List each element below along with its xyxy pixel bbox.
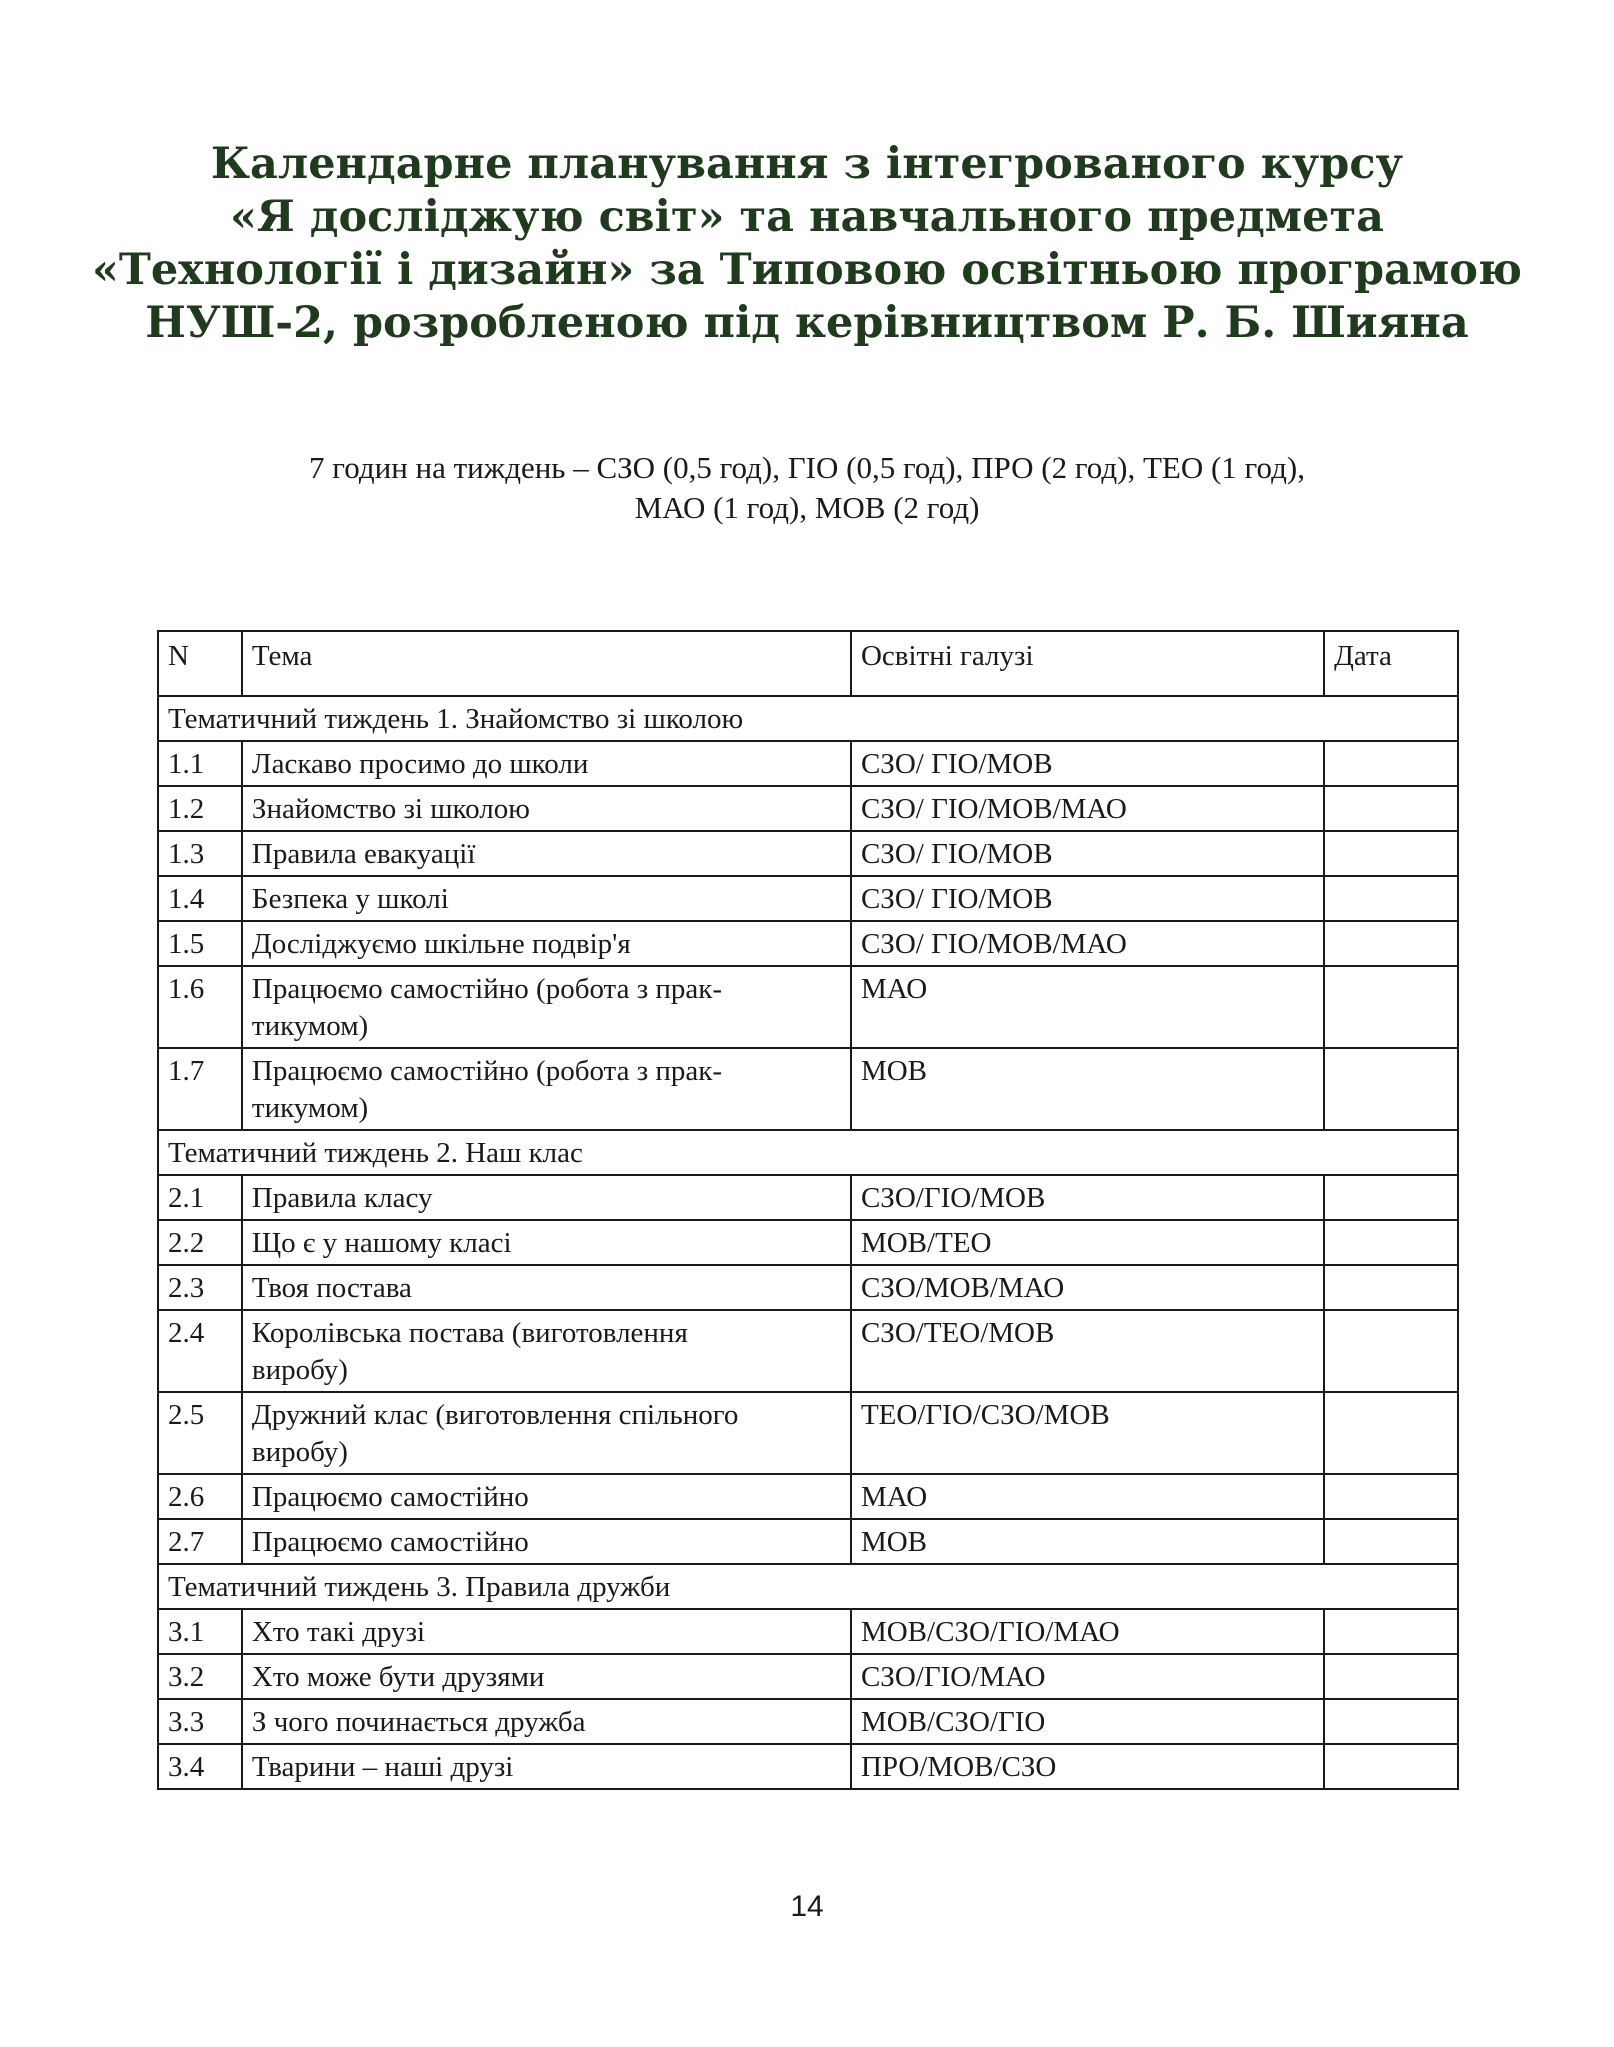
lesson-date[interactable] [1324,876,1458,921]
educational-areas: МОВ/СЗО/ГІО [851,1699,1324,1744]
lesson-date[interactable] [1324,966,1458,1048]
lesson-topic: Що є у нашому класі [242,1220,851,1265]
title-line-3: «Технології і дизайн» за Типовою освітньою програмою [91,245,1523,295]
lesson-number: 2.2 [158,1220,242,1265]
lesson-topic: Працюємо самостійно [242,1519,851,1564]
lesson-date[interactable] [1324,741,1458,786]
lesson-date[interactable] [1324,1048,1458,1130]
table-row [158,1609,1458,1654]
title-line-2: «Я досліджую світ» та навчального предмета [230,192,1384,242]
lesson-date[interactable] [1324,786,1458,831]
table-row [158,966,1458,1048]
week-header-row [158,696,1458,741]
lesson-topic: Ласкаво просимо до школи [242,741,851,786]
lesson-date[interactable] [1324,1699,1458,1744]
lesson-date[interactable] [1324,1265,1458,1310]
educational-areas: СЗО/МОВ/МАО [851,1265,1324,1310]
calendar-plan-table [157,630,1459,1790]
lesson-topic-line: Дружний клас (виготовлення спільного [251,1399,739,1431]
lesson-topic-line: тикумом) [251,1092,369,1124]
lesson-number: 3.2 [158,1654,242,1699]
lesson-topic: Хто може бути друзями [242,1654,851,1699]
page-title [0,138,1614,350]
lesson-date[interactable] [1324,921,1458,966]
educational-areas: СЗО/ТЕО/МОВ [851,1310,1324,1392]
lesson-number: 1.2 [158,786,242,831]
educational-areas: ПРО/МОВ/СЗО [851,1744,1324,1789]
lesson-number: 1.6 [158,966,242,1048]
week-label: Тематичний тиждень 1. Знайомство зі школою [158,696,1458,741]
lesson-number: 3.4 [158,1744,242,1789]
lesson-topic: Хто такі друзі [242,1609,851,1654]
lesson-topic: Правила евакуації [242,831,851,876]
lesson-number: 2.6 [158,1474,242,1519]
lesson-number: 3.1 [158,1609,242,1654]
week-header-row [158,1564,1458,1609]
lesson-date[interactable] [1324,831,1458,876]
table-body [158,696,1458,1789]
title-line-4: НУШ-2, розробленою під керівництвом Р. Б. Шияна [145,298,1469,348]
lesson-topic [242,966,851,1048]
lesson-topic [242,1048,851,1130]
lesson-topic: Працюємо самостійно [242,1474,851,1519]
lesson-topic: Досліджуємо шкільне подвір'я [242,921,851,966]
header-topic: Тема [242,631,851,696]
week-header-row [158,1130,1458,1175]
educational-areas: СЗО/ГІО/МАО [851,1654,1324,1699]
lesson-topic: Безпека у школі [242,876,851,921]
lesson-topic-line: Працюємо самостійно (робота з прак- [251,973,723,1005]
lesson-number: 3.3 [158,1699,242,1744]
table-row [158,921,1458,966]
table-header-row [158,631,1458,696]
educational-areas: МОВ [851,1519,1324,1564]
table-row [158,1654,1458,1699]
table-row [158,876,1458,921]
lesson-date[interactable] [1324,1609,1458,1654]
lesson-date[interactable] [1324,1654,1458,1699]
lesson-topic [242,1392,851,1474]
lesson-topic [242,1310,851,1392]
header-areas: Освітні галузі [851,631,1324,696]
educational-areas: МАО [851,1474,1324,1519]
week-label: Тематичний тиждень 2. Наш клас [158,1130,1458,1175]
lesson-date[interactable] [1324,1220,1458,1265]
lesson-date[interactable] [1324,1175,1458,1220]
educational-areas: МОВ/СЗО/ГІО/МАО [851,1609,1324,1654]
lesson-topic: Знайомство зі школою [242,786,851,831]
header-date: Дата [1324,631,1458,696]
title-line-1: Календарне планування з інтегрованого курсу [210,139,1404,189]
lesson-number: 1.1 [158,741,242,786]
table-row [158,786,1458,831]
lesson-number: 1.5 [158,921,242,966]
lesson-number: 1.4 [158,876,242,921]
educational-areas: МОВ/ТЕО [851,1220,1324,1265]
educational-areas: МОВ [851,1048,1324,1130]
lesson-number: 2.3 [158,1265,242,1310]
table-row [158,1310,1458,1392]
table-row [158,741,1458,786]
table-row [158,831,1458,876]
educational-areas: СЗО/ГІО/МОВ [851,1175,1324,1220]
lesson-topic: Правила класу [242,1175,851,1220]
lesson-date[interactable] [1324,1392,1458,1474]
lesson-topic: Тварини – наші друзі [242,1744,851,1789]
table-row [158,1048,1458,1130]
table-row [158,1392,1458,1474]
lesson-topic-line: Працюємо самостійно (робота з прак- [251,1055,723,1087]
educational-areas: СЗО/ ГІО/МОВ/МАО [851,921,1324,966]
lesson-topic: Твоя постава [242,1265,851,1310]
educational-areas: СЗО/ ГІО/МОВ [851,831,1324,876]
table-row [158,1220,1458,1265]
lesson-number: 2.7 [158,1519,242,1564]
lesson-topic: З чого починається дружба [242,1699,851,1744]
lesson-number: 1.3 [158,831,242,876]
table-row [158,1699,1458,1744]
educational-areas: ТЕО/ГІО/СЗО/МОВ [851,1392,1324,1474]
table-row [158,1519,1458,1564]
educational-areas: СЗО/ ГІО/МОВ [851,876,1324,921]
table-row [158,1175,1458,1220]
table-row [158,1744,1458,1789]
table-row [158,1474,1458,1519]
educational-areas: СЗО/ ГІО/МОВ/МАО [851,786,1324,831]
lesson-date[interactable] [1324,1474,1458,1519]
educational-areas: СЗО/ ГІО/МОВ [851,741,1324,786]
week-label: Тематичний тиждень 3. Правила дружби [158,1564,1458,1609]
lesson-topic-line: виробу) [251,1436,348,1468]
lesson-topic-line: тикумом) [251,1010,369,1042]
lesson-date[interactable] [1324,1519,1458,1564]
lesson-number: 2.5 [158,1392,242,1474]
lesson-topic-line: виробу) [251,1354,348,1386]
lesson-number: 2.4 [158,1310,242,1392]
educational-areas: МАО [851,966,1324,1048]
lesson-number: 2.1 [158,1175,242,1220]
hours-summary-line-1: 7 годин на тиждень – СЗО (0,5 год), ГІО (0,5 год), ПРО (2 год), ТЕО (1 год), [309,450,1305,485]
lesson-topic-line: Королівська постава (виготовлення [251,1317,688,1349]
hours-summary [0,448,1614,528]
lesson-date[interactable] [1324,1744,1458,1789]
hours-summary-line-2: МАО (1 год), МОВ (2 год) [634,490,980,525]
header-number: N [158,631,242,696]
lesson-date[interactable] [1324,1310,1458,1392]
lesson-number: 1.7 [158,1048,242,1130]
table-row [158,1265,1458,1310]
page-number: 14 [790,1890,824,1923]
